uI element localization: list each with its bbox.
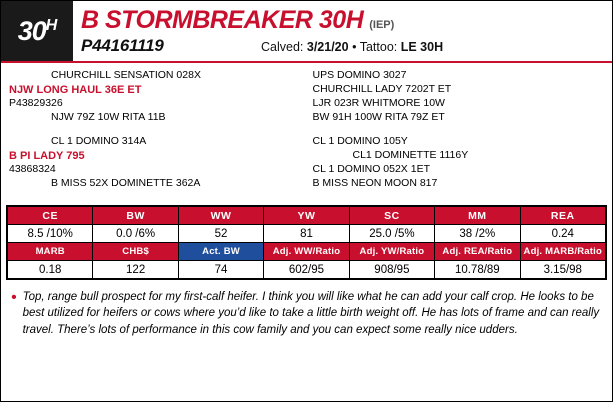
dam-name: B PI LADY 795 [9,149,85,162]
epd-value-yw: 81 [264,225,349,243]
epd-header-row-1 [8,207,606,225]
iep-tag: (IEP) [369,19,395,32]
header-main [73,1,612,61]
registration-number: P44161119 [81,35,164,55]
lot-description [11,289,602,338]
epd-value-row-1 [8,225,606,243]
epd-header-act-bw: Act. BW [178,243,263,261]
bull-name: B STORMBREAKER 30H [81,6,364,35]
calved-value: 3/21/20 [306,39,349,54]
pedigree-section [1,63,612,203]
epd-header-ww: WW [178,207,263,225]
epd-header-rea: REA [520,207,605,225]
epd-header-marb: MARB [8,243,93,261]
lot-number-value: 30 [17,15,46,46]
lot-number-badge [1,1,73,61]
sire-sire-sire-line: UPS DOMINO 3027 [312,69,407,81]
sire-dam-line: NJW 79Z 10W RITA 11B [51,111,166,124]
dam-sire-sire-line: CL 1 DOMINO 105Y [312,135,408,147]
lot-number-suffix: H [45,16,57,34]
sire-name: NJW LONG HAUL 36E ET [9,83,142,96]
separator-dot: • [352,39,357,54]
calved-label: Calved: [261,39,304,54]
epd-value-chb: 122 [93,261,178,279]
sire-sire-dam-line: CHURCHILL LADY 7202T ET [312,82,452,95]
sire-registration: P43829326 [9,97,63,110]
sire-group [9,69,307,135]
tattoo-label: Tattoo: [359,39,398,54]
epd-header-adj-yw-ratio: Adj. YW/Ratio [349,243,434,261]
sire-sire-line: CHURCHILL SENSATION 028X [51,69,201,81]
pedigree-left-column [1,69,307,201]
dam-dam-line: B MISS 52X DOMINETTE 362A [51,177,201,190]
epd-value-bw: 0.0 /6% [93,225,178,243]
epd-value-ce: 8.5 /10% [8,225,93,243]
epd-header-adj-marb-ratio: Adj. MARB/Ratio [520,243,605,261]
epd-value-marb: 0.18 [8,261,93,279]
pedigree-right-column [307,69,613,201]
calved-tattoo-line [261,40,443,54]
epd-header-yw: YW [264,207,349,225]
bullet-icon: • [11,289,17,306]
lot-header [1,1,612,63]
sire-grandparents-group [313,69,613,135]
epd-table-wrapper [6,205,607,280]
epd-header-sc: SC [349,207,434,225]
epd-header-mm: MM [435,207,520,225]
epd-value-sc: 25.0 /5% [349,225,434,243]
dam-dam-sire-line: CL 1 DOMINO 052X 1ET [312,162,430,175]
dam-group [9,135,307,201]
lot-description-text: Top, range bull prospect for my first-calf heifer. I think you will like what he can add your calf crop. He looks to be best utilized for heifers or cows where you’d like to take a little birth weight off. He has lots of frame and can really travel. There’s lots of performance in this cow family and you can expect some really nice udders. [22,291,600,336]
epd-header-adj-ww-ratio: Adj. WW/Ratio [264,243,349,261]
epd-value-row-2 [8,261,606,279]
sire-dam-sire-line: LJR 023R WHITMORE 10W [312,96,445,109]
dam-sire-dam-line: CL1 DOMINETTE 1116Y [352,148,469,161]
dam-grandparents-group [313,135,613,201]
epd-value-adj-rea-ratio: 10.78/89 [435,261,520,279]
epd-header-chb: CHB$ [93,243,178,261]
epd-value-rea: 0.24 [520,225,605,243]
bull-name-row [81,7,606,33]
epd-value-act-bw: 74 [178,261,263,279]
epd-header-adj-rea-ratio: Adj. REA/Ratio [435,243,520,261]
epd-header-row-2 [8,243,606,261]
epd-table [7,206,606,279]
epd-value-adj-ww-ratio: 602/95 [264,261,349,279]
epd-header-bw: BW [93,207,178,225]
dam-sire-line: CL 1 DOMINO 314A [51,135,147,147]
dam-dam-dam-line: B MISS NEON MOON 817 [312,176,438,189]
lot-number-text [18,16,57,47]
tattoo-value: LE 30H [400,39,444,54]
sire-dam-dam-line: BW 91H 100W RITA 79Z ET [312,110,445,123]
epd-value-ww: 52 [178,225,263,243]
epd-value-mm: 38 /2% [435,225,520,243]
epd-header-ce: CE [8,207,93,225]
dam-registration: 43868324 [9,163,56,176]
epd-value-adj-marb-ratio: 3.15/98 [520,261,605,279]
id-row [81,36,606,56]
epd-value-adj-yw-ratio: 908/95 [349,261,434,279]
